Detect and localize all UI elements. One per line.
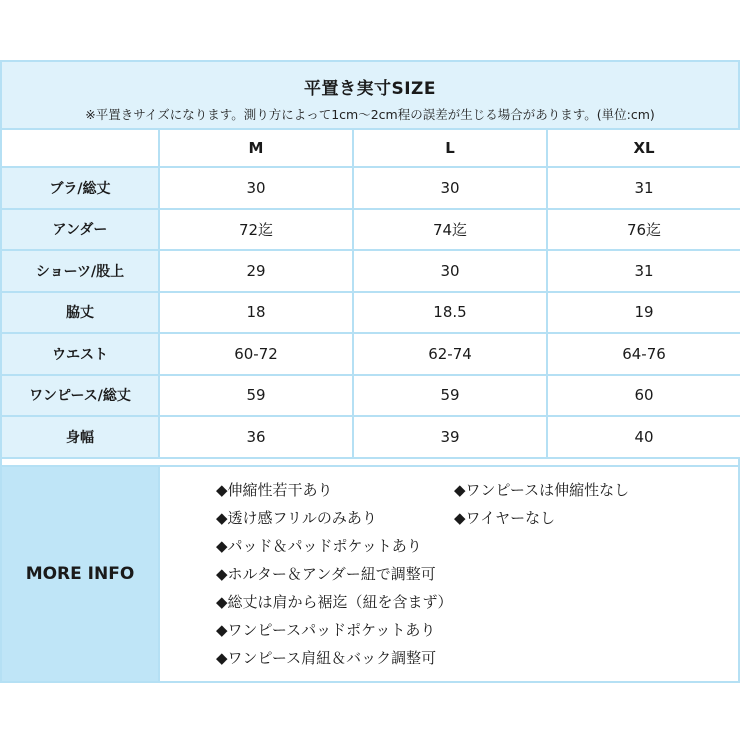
row-label: ウエスト (1, 333, 159, 375)
table-cell: 18.5 (353, 292, 547, 334)
size-header-row (1, 129, 740, 167)
more-info-list (160, 467, 738, 681)
chart-title: 平置き実寸SIZE (303, 79, 436, 99)
more-info-label: MORE INFO (2, 467, 160, 681)
table-cell: 30 (353, 250, 547, 292)
table-row (1, 250, 740, 292)
row-label: ワンピース/総丈 (1, 375, 159, 417)
list-item: ◆ワンピースパッドポケットあり (216, 620, 436, 639)
table-cell: 59 (353, 375, 547, 417)
table-cell: 76迄 (547, 209, 740, 251)
row-label: 脇丈 (1, 292, 159, 334)
row-label: ブラ/総丈 (1, 167, 159, 209)
size-header-l: L (353, 129, 547, 167)
table-cell: 39 (353, 416, 547, 458)
list-item: ◆ワンピースは伸縮性なし (454, 480, 630, 499)
table-cell: 59 (159, 375, 353, 417)
corner-cell (1, 129, 159, 167)
row-label: アンダー (1, 209, 159, 251)
table-cell: 30 (353, 167, 547, 209)
more-info-section (0, 465, 740, 683)
table-row (1, 167, 740, 209)
table-cell: 31 (547, 167, 740, 209)
size-chart (0, 60, 740, 683)
table-cell: 60 (547, 375, 740, 417)
row-label: 身幅 (1, 416, 159, 458)
table-cell: 64-76 (547, 333, 740, 375)
list-item: ◆ホルター＆アンダー紐で調整可 (216, 564, 436, 583)
table-cell: 62-74 (353, 333, 547, 375)
size-table (0, 128, 740, 459)
table-cell: 19 (547, 292, 740, 334)
table-cell: 36 (159, 416, 353, 458)
title-box (0, 60, 740, 128)
table-row (1, 416, 740, 458)
table-cell: 29 (159, 250, 353, 292)
table-cell: 30 (159, 167, 353, 209)
table-cell: 74迄 (353, 209, 547, 251)
table-cell: 72迄 (159, 209, 353, 251)
table-cell: 40 (547, 416, 740, 458)
table-row (1, 333, 740, 375)
list-item: ◆ワイヤーなし (454, 508, 556, 527)
table-cell: 31 (547, 250, 740, 292)
list-item: ◆総丈は肩から裾迄（紐を含まず） (216, 592, 453, 611)
list-item: ◆透け感フリルのみあり (216, 508, 377, 527)
table-row (1, 209, 740, 251)
list-item: ◆パッド＆パッドポケットあり (216, 536, 422, 555)
table-row (1, 292, 740, 334)
size-header-xl: XL (547, 129, 740, 167)
list-item: ◆伸縮性若干あり (216, 480, 333, 499)
list-item: ◆ワンピース肩紐＆バック調整可 (216, 648, 437, 667)
size-header-m: M (159, 129, 353, 167)
row-label: ショーツ/股上 (1, 250, 159, 292)
measurement-note: ※平置きサイズになります。測り方によって1cm～2cm程の誤差が生じる場合があります。(単位:cm) (85, 107, 655, 122)
table-cell: 18 (159, 292, 353, 334)
table-cell: 60-72 (159, 333, 353, 375)
table-row (1, 375, 740, 417)
